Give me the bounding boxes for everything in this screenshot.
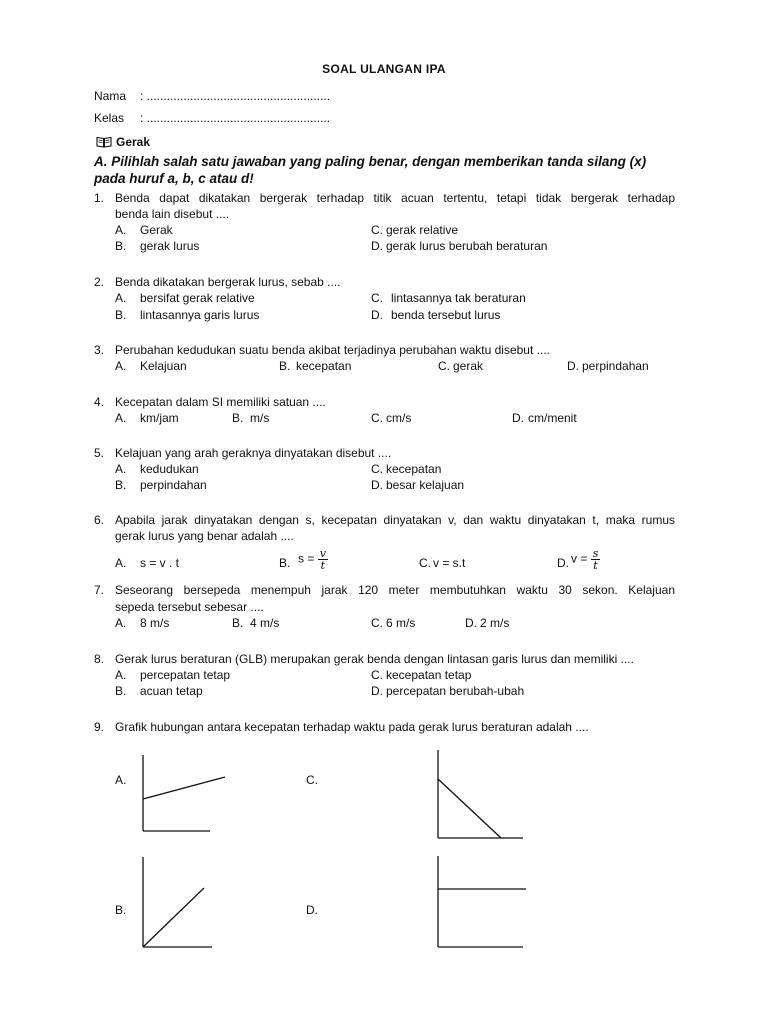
option-letter: C. (371, 411, 383, 425)
question-text: Kecepatan dalam SI memiliki satuan .... (115, 395, 326, 409)
option-c[interactable]: cm/s (386, 411, 412, 425)
option-a[interactable]: km/jam (140, 411, 179, 425)
question-number: 8. (94, 652, 105, 666)
page-title: SOAL ULANGAN IPA (322, 62, 446, 76)
option-d[interactable]: 2 m/s (480, 616, 510, 630)
class-field[interactable]: : ....................................................... (140, 111, 331, 125)
option-a[interactable]: percepatan tetap (140, 668, 231, 682)
option-a[interactable]: Kelajuan (140, 359, 187, 373)
option-d[interactable]: gerak lurus berubah beraturan (386, 239, 548, 253)
option-letter: D. (567, 359, 579, 373)
option-letter: D. (371, 239, 383, 253)
option-d[interactable]: perpindahan (582, 359, 649, 373)
option-letter: D. (371, 478, 383, 492)
option-d[interactable] (571, 548, 600, 571)
instruction-line-1: A. Pilihlah salah satu jawaban yang paling benar, dengan memberikan tanda silang (x) (94, 154, 647, 169)
option-letter: B. (232, 616, 244, 630)
question-number: 3. (94, 343, 105, 357)
option-letter: D. (512, 411, 524, 425)
option-b[interactable]: B. (115, 903, 127, 917)
option-letter: C. (438, 359, 450, 373)
option-d[interactable]: percepatan berubah-ubah (386, 684, 525, 698)
question-number: 6. (94, 513, 105, 527)
option-letter: A. (115, 411, 127, 425)
section-heading: Gerak (116, 135, 151, 149)
question-text: Benda dapat dikatakan bergerak terhadap titik acuan tertentu, tetapi tidak bergerak terhadap (115, 191, 675, 205)
fraction (591, 548, 601, 571)
option-c[interactable]: kecepatan (386, 462, 442, 476)
question-text: Apabila jarak dinyatakan dengan s, kecepatan dinyatakan v, dan waktu dinyatakan t, maka rumus (115, 513, 675, 527)
option-d[interactable]: D. (306, 903, 318, 917)
graph-d[interactable] (425, 850, 535, 955)
fraction-denominator: t (593, 559, 598, 572)
option-letter: B. (115, 308, 127, 322)
option-letter: C. (371, 616, 383, 630)
option-letter: B. (232, 411, 244, 425)
option-letter: A. (115, 223, 127, 237)
option-letter: A. (115, 668, 127, 682)
question-text: Benda dikatakan bergerak lurus, sebab .... (115, 275, 341, 289)
option-letter: B. (279, 556, 291, 570)
option-letter: C. (371, 668, 383, 682)
option-c[interactable]: v = s.t (433, 556, 466, 570)
question-number: 7. (94, 583, 105, 597)
option-letter: B. (115, 478, 127, 492)
option-d[interactable]: benda tersebut lurus (391, 308, 501, 322)
graph-c[interactable] (425, 740, 535, 845)
velocity-line (143, 777, 225, 799)
question-number: 9. (94, 720, 105, 734)
velocity-line (143, 888, 204, 947)
question-number: 2. (94, 275, 105, 289)
option-c[interactable]: 6 m/s (386, 616, 416, 630)
formula-lhs: v = (571, 551, 588, 566)
question-text: Seseorang bersepeda menempuh jarak 120 meter membutuhkan waktu 30 sekon. Kelajuan (115, 583, 675, 597)
option-b[interactable] (298, 548, 328, 571)
graph-a[interactable] (130, 740, 230, 840)
option-a[interactable]: s = v . t (140, 556, 180, 570)
graph-b[interactable] (130, 850, 230, 955)
option-b[interactable]: kecepatan (296, 359, 352, 373)
open-book-icon (96, 135, 112, 153)
option-letter: D. (557, 556, 569, 570)
option-letter: A. (115, 556, 127, 570)
option-letter: A. (115, 462, 127, 476)
option-c[interactable]: lintasannya tak beraturan (391, 291, 526, 305)
name-field[interactable]: : ....................................................... (140, 89, 331, 103)
option-b[interactable]: m/s (250, 411, 270, 425)
option-letter: B. (115, 239, 127, 253)
velocity-line (438, 779, 501, 838)
option-letter: A. (115, 359, 127, 373)
name-label: Nama (94, 89, 127, 103)
option-letter: C. (371, 462, 383, 476)
question-number: 1. (94, 191, 105, 205)
option-letter: C. (371, 291, 383, 305)
option-d[interactable]: besar kelajuan (386, 478, 465, 492)
option-c[interactable]: C. (306, 773, 318, 787)
fraction-denominator: t (320, 559, 325, 572)
question-number: 4. (94, 395, 105, 409)
question-number: 5. (94, 446, 105, 460)
instruction-line-2: pada huruf a, b, c atau d! (94, 171, 254, 186)
option-a[interactable]: bersifat gerak relative (140, 291, 255, 305)
option-b[interactable]: 4 m/s (250, 616, 280, 630)
option-letter: C. (419, 556, 431, 570)
option-a[interactable]: A. (115, 773, 127, 787)
option-b[interactable]: acuan tetap (140, 684, 203, 698)
option-letter: A. (115, 291, 127, 305)
option-letter: C. (371, 223, 383, 237)
option-letter: B. (115, 684, 127, 698)
option-letter: A. (115, 616, 127, 630)
option-c[interactable]: gerak (453, 359, 484, 373)
option-a[interactable]: 8 m/s (140, 616, 170, 630)
option-c[interactable]: kecepatan tetap (386, 668, 472, 682)
option-b[interactable]: gerak lurus (140, 239, 200, 253)
option-letter: D. (371, 684, 383, 698)
fraction-numerator: s (592, 547, 599, 560)
formula-lhs: s = (298, 551, 315, 566)
question-text: Perubahan kedudukan suatu benda akibat terjadinya perubahan waktu disebut .... (115, 343, 550, 357)
fraction (318, 548, 328, 571)
option-a[interactable]: kedudukan (140, 462, 199, 476)
option-letter: D. (371, 308, 383, 322)
option-c[interactable]: gerak relative (386, 223, 459, 237)
option-a[interactable]: Gerak (140, 223, 173, 237)
option-letter: B. (279, 359, 291, 373)
question-text: Kelajuan yang arah geraknya dinyatakan disebut .... (115, 446, 392, 460)
question-text: benda lain disebut .... (115, 207, 230, 221)
class-label: Kelas (94, 111, 125, 125)
question-text: sepeda tersebut sebesar .... (115, 600, 264, 614)
fraction-numerator: v (319, 547, 326, 560)
question-text: gerak lurus yang benar adalah .... (115, 529, 294, 543)
question-text: Gerak lurus beraturan (GLB) merupakan gerak benda dengan lintasan garis lurus dan memiliki .... (115, 652, 634, 666)
option-letter: D. (465, 616, 477, 630)
option-d[interactable]: cm/menit (528, 411, 577, 425)
question-text: Grafik hubungan antara kecepatan terhadap waktu pada gerak lurus beraturan adalah .... (115, 720, 589, 734)
option-b[interactable]: lintasannya garis lurus (140, 308, 260, 322)
option-b[interactable]: perpindahan (140, 478, 207, 492)
